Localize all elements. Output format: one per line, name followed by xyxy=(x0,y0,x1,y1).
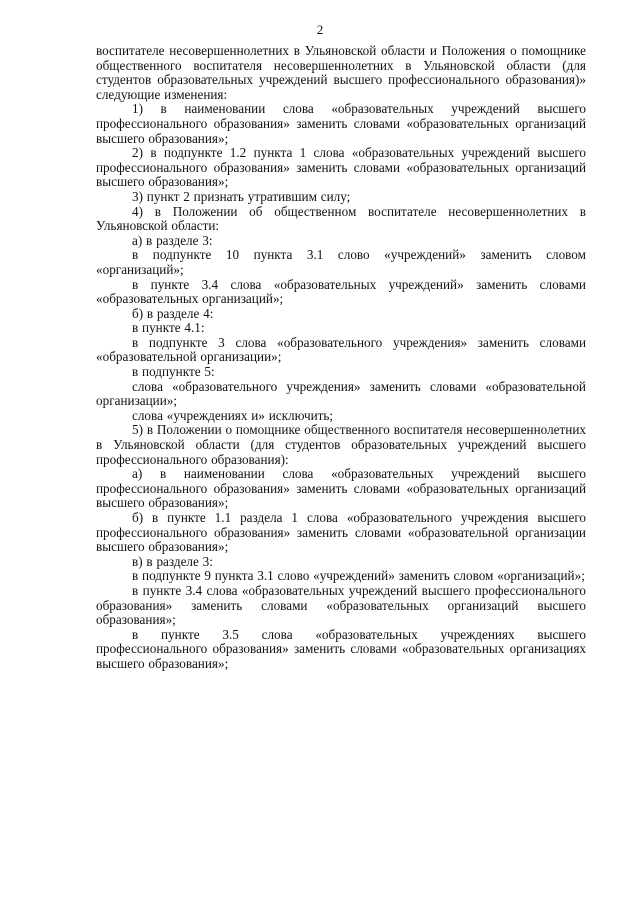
paragraph: в пункте 3.4 слова «образовательных учреждений» заменить словами «образовательных организаций»; xyxy=(96,276,586,307)
paragraph: слова «образовательного учреждения» заменить словами «образовательной организации»; xyxy=(96,378,586,409)
paragraph: а) в наименовании слова «образовательных учреждений высшего профессионального образования» заменить словами «образовательных организаций высшего образования»; xyxy=(96,466,586,511)
paragraph: в пункте 3.5 слова «образовательных учреждениях высшего профессионального образования» заменить словами «образовательных организациях высшего образования»; xyxy=(96,626,586,671)
paragraph: воспитателе несовершеннолетних в Ульяновской области и Положения о помощнике общественного воспитателя несовершеннолетних в Ульяновской области (для студентов образовательных учреждений высшего профессионального образования)» следующие изменения: xyxy=(96,43,586,102)
paragraph: б) в пункте 1.1 раздела 1 слова «образовательного учреждения высшего профессионального образования» заменить словами «образовательной организации высшего образования»; xyxy=(96,510,586,555)
paragraph: 2) в подпункте 1.2 пункта 1 слова «образовательных учреждений высшего профессионального образования» заменить словами «образовательных организаций высшего образования»; xyxy=(96,145,586,190)
page-number: 2 xyxy=(316,22,324,37)
paragraph: в) в разделе 3: xyxy=(132,553,213,569)
paragraph: в пункте 4.1: xyxy=(132,320,205,336)
paragraph: 3) пункт 2 признать утратившим силу; xyxy=(132,188,351,204)
paragraph: в подпункте 10 пункта 3.1 слово «учреждений» заменить словом «организаций»; xyxy=(96,247,586,277)
paragraph: 5) в Положении о помощнике общественного воспитателя несовершеннолетних в Ульяновской области (для студентов образовательных учреждений высшего профессионального образования): xyxy=(96,422,586,467)
paragraph: слова «учреждениях и» исключить; xyxy=(132,407,334,423)
paragraph: 1) в наименовании слова «образовательных учреждений высшего профессионального образования» заменить словами «образовательных организаций высшего образования»; xyxy=(96,101,586,146)
paragraph: б) в разделе 4: xyxy=(132,305,214,321)
paragraph: в подпункте 5: xyxy=(132,364,215,380)
paragraph: а) в разделе 3: xyxy=(132,232,213,248)
paragraph: в пункте 3.4 слова «образовательных учреждений высшего профессионального образования» заменить словами «образовательных организаций высшего образования»; xyxy=(96,582,586,628)
paragraph: 4) в Положении об общественном воспитателе несовершеннолетних в Ульяновской области: xyxy=(96,203,586,234)
document-body xyxy=(96,44,586,672)
paragraph: в подпункте 3 слова «образовательного учреждения» заменить словами «образовательной организации»; xyxy=(96,334,586,365)
paragraph: в подпункте 9 пункта 3.1 слово «учреждений» заменить словом «организаций»; xyxy=(132,568,585,584)
